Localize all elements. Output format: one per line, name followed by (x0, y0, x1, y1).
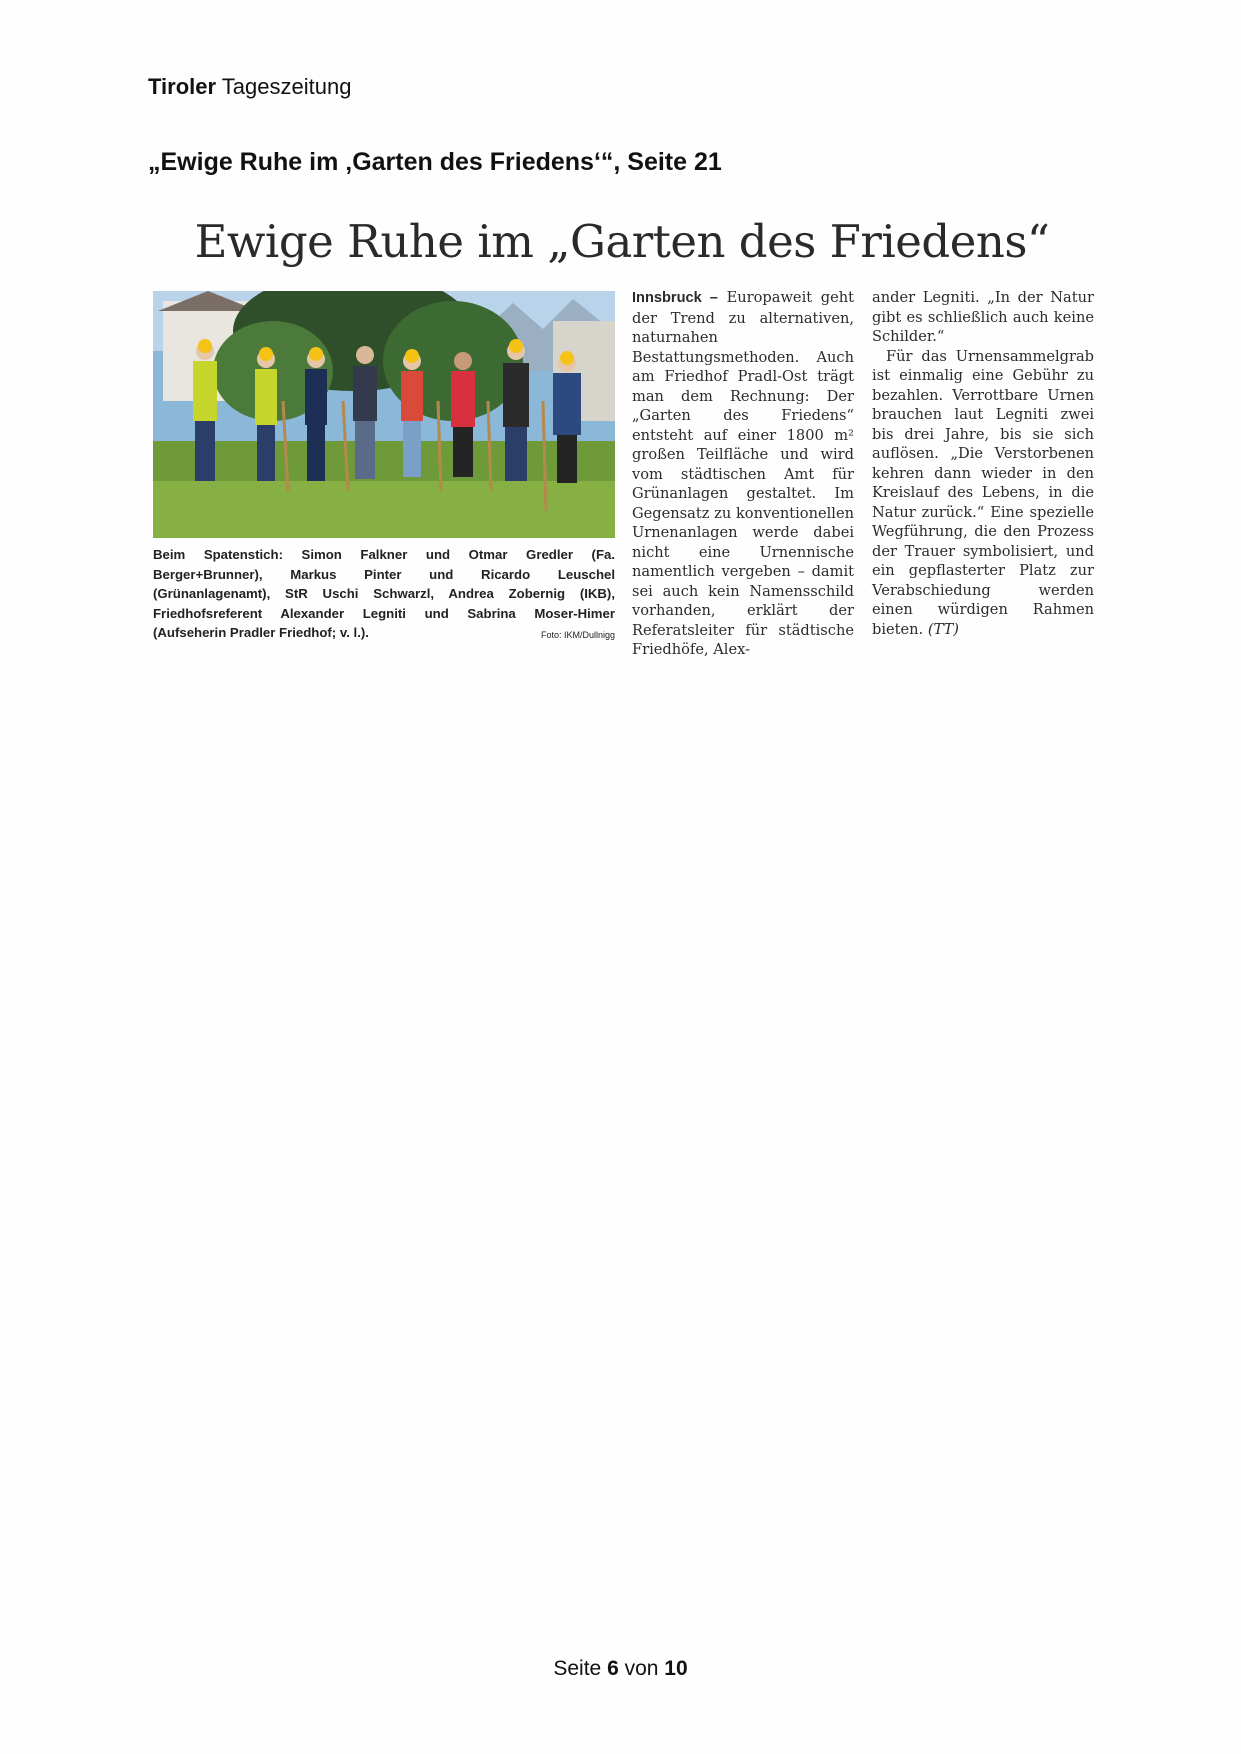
article-signature: (TT) (927, 620, 959, 638)
masthead-rest: Tageszeitung (216, 74, 352, 99)
photo-credit: Foto: IKM/Dullnigg (540, 630, 615, 640)
footer-prefix: Seite (553, 1657, 608, 1680)
article-dateline: Innsbruck – (632, 290, 718, 306)
page-footer (0, 1657, 1241, 1681)
footer-mid: von (618, 1657, 665, 1680)
document-title: „Ewige Ruhe im ‚Garten des Friedens‘“, Seite 21 (148, 148, 722, 176)
footer-page-number: 6 (607, 1657, 619, 1680)
photo-caption-text: Beim Spatenstich: Simon Falkner und Otmar Gredler (Fa. Berger+Brunner), Markus Pinter und Ricardo Leuschel (Grünanlagenamt), StR Uschi Schwarzl, Andrea Zobernig (IKB), Friedhofsreferent Alexander Legniti und Sabrina Moser-Himer (Aufseherin Pradler Friedhof; v. l.). (153, 547, 615, 640)
article-body-2: ander Legniti. „In der Natur gibt es schließlich auch keine Schilder.“ (872, 289, 1094, 345)
article-headline: Ewige Ruhe im „Garten des Friedens“ (194, 215, 1050, 268)
newspaper-clipping (148, 215, 1096, 658)
article-column-2 (872, 288, 1094, 639)
masthead (148, 74, 351, 100)
article-photo (153, 291, 615, 538)
article-body-3: Für das Urnensammelgrab ist einmalig eine Gebühr zu bezahlen. Verrottbare Urnen brauchen laut Legniti zwei bis drei Jahre, bis sie sich auflösen. „Die Verstorbenen kehren dann wieder in den Kreislauf des Lebens, in die Natur zurück.“ Eine spezielle Wegführung, die den Prozess der Trauer symbolisiert, und ein gepflasterter Platz zur Verabschiedung werden einen würdigen Rahmen bieten. (872, 347, 1094, 638)
footer-page-total: 10 (664, 1657, 688, 1680)
article-column-1 (632, 288, 854, 660)
article-body-1: Europaweit geht der Trend zu alternativen, naturnahen Bestattungsmethoden. Auch am Friedhof Pradl-Ost trägt man dem Rechnung: Der „Garten des Friedens“ entsteht auf einer 1800 m² großen Teilfläche und wird vom städtischen Amt für Grünanlagen gestaltet. Im Gegensatz zu konventionellen Urnenanlagen werde dabei nicht eine Urnennische namentlich vergeben – damit sei auch kein Namensschild vorhanden, erklärt der Referatsleiter für städtische Friedhöfe, Alex- (632, 289, 854, 658)
masthead-brand: Tiroler (148, 74, 217, 99)
photo-caption (153, 545, 615, 646)
photo-illustration (153, 291, 615, 538)
